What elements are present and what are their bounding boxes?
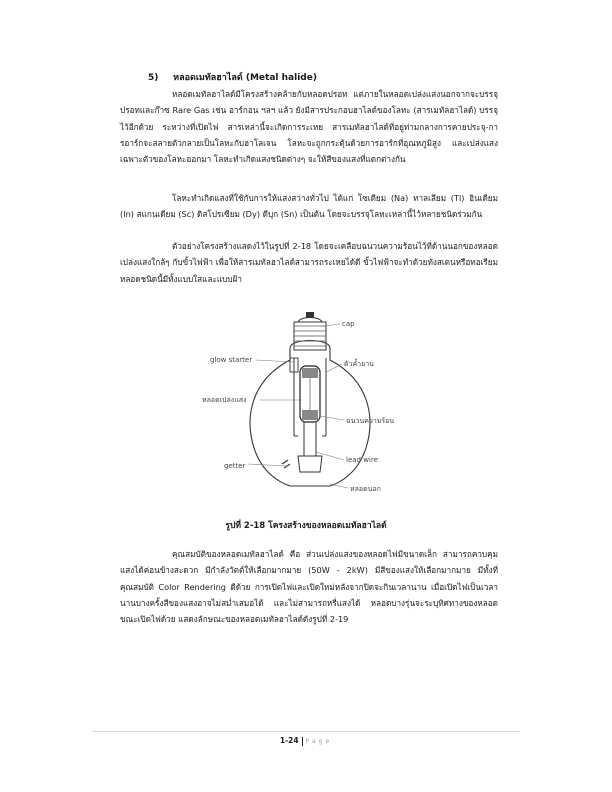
paragraph-intro: หลอดเมทัลฮาไลด์มีโครงสร้างคล้ายกับหลอดปรอท แต่ภายในหลอดเปล่งแสงนอกจากจะบรรจุปรอทและก๊าซ Rare Gas เช่น อาร์กอน ฯลฯ แล้ว ยังมีสารประกอบฮาไลด์ของโลหะ (สารเมทัลฮาไลด์) บรรจุไว้อีกด้วย ระหว่างที่เปิดไฟ สารเหล่านี้จะเกิดการระเหย สารเมทัลฮาไลด์ที่อยู่ท่ามกลางการคายประจุ-การอาร์กจะสลายตัวกลายเป็นโลหะกับฮาโลเจน โลหะจะถูกกระตุ้นด้วยการอาร์กที่อุณหภูมิสูง และเปล่งแสงเฉพาะตัวของโลหะออกมา โลหะทำเกิดแสงชนิดต่างๆ จะให้สีของแสงที่แตกต่างกัน	[120, 89, 498, 165]
label-outer-bulb: หลอดนอก	[350, 485, 381, 493]
footer-separator	[302, 737, 303, 746]
lamp-structure-figure	[190, 296, 422, 498]
label-getter: getter	[224, 462, 246, 470]
section-heading	[148, 70, 317, 84]
label-cap: cap	[342, 320, 355, 328]
section-number: 5)	[148, 73, 159, 83]
lamp-cap	[294, 312, 326, 350]
paragraph-structure: ตัวอย่างโครงสร้างแสดงไว้ในรูปที่ 2-18 โดยจะเคลือบฉนวนความร้อนไว้ที่ด้านนอกของหลอดเปล่งแสงใกล้ๆ กับขั้วไฟฟ้า เพื่อให้สารเมทัลฮาไลด์สามารถระเหยได้ดี ขั้วไฟฟ้าจะทำด้วยทังสเตนหรือทอเรียม หลอดชนิดนี้มีทั้งแบบใสและแบบฝ้า	[120, 241, 498, 284]
label-insulation: ฉนวนความร้อน	[346, 417, 395, 425]
label-lead-wire: lead wire	[346, 456, 378, 464]
paragraph-properties: คุณสมบัติของหลอดเมทัลฮาไลด์ คือ ส่วนเปล่งแสงของหลอดไฟมีขนาดเล็ก สามารถควบคุมแสงได้ค่อนข้างสะดวก มีกำลังวัตต์ให้เลือกมากมาย (50W - 2kW) มีสีของแสงให้เลือกมากมาย มีทั้งที่คุณสมบัติ Color Rendering ดีด้วย การเปิดไฟและเปิดใหม่หลังจากปิดจะกินเวลานาน เมื่อเปิดไฟเป็นเวลานานบางครั้งสีของแสงอาจไม่สม่ำเสมอได้ และไม่สามารถหรี่แสงได้ หลอดบางรุ่นจะระบุทิศทางของหลอดขณะเปิดไฟด้วย แสดงลักษณะของหลอดเมทัลฮาไลด์ดังรูปที่ 2-19	[120, 549, 498, 625]
footer-divider	[92, 731, 520, 732]
label-arc-tube: หลอดเปล่งแสง	[202, 396, 247, 404]
section-title: หลอดเมทัลฮาไลด์ (Metal halide)	[173, 73, 317, 83]
label-glow-starter: glow starter	[210, 356, 253, 364]
metal-halide-lamp-diagram	[190, 296, 422, 498]
lead-wire-shape	[294, 422, 326, 456]
page-word: Page	[305, 738, 333, 745]
figure-caption: รูปที่ 2-18 โครงสร้างของหลอดเมทัลฮาไลด์	[225, 521, 387, 531]
page-footer	[0, 736, 612, 746]
paragraph-metals: โลหะทำเกิดแสงที่ใช้กับการให้แสงสว่างทั่วไป ได้แก่ โซเดียม (Na) ทาลเลียม (Tl) อินเดียม (In) สแกนเดียม (Sc) ดิสโปรเซียม (Dy) ดีบุก (Sn) เป็นต้น โดยจะบรรจุโลหะเหล่านี้ไว้หลายชนิดร่วมกัน	[120, 193, 498, 220]
lower-neck	[298, 456, 322, 472]
arc-tube-shape	[300, 366, 320, 422]
page-number: 1-24	[279, 736, 299, 745]
label-support: ตัวค้ำยาน	[344, 360, 374, 368]
getter-shape	[282, 460, 290, 468]
